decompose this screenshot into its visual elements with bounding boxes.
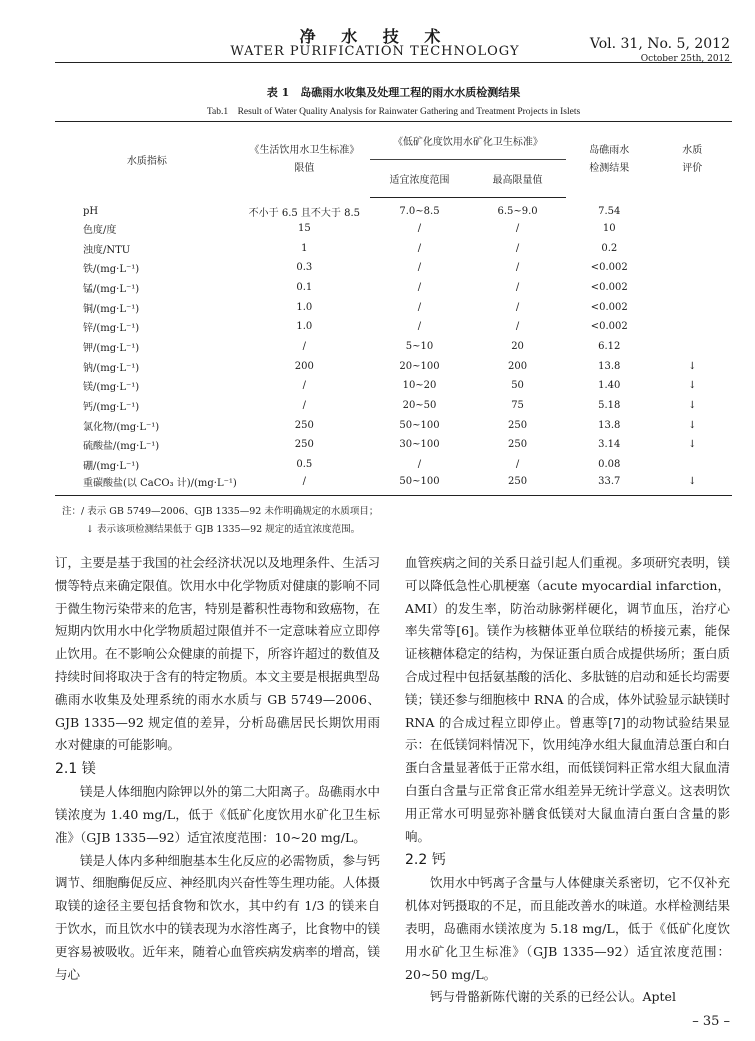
cell-evaluation: ↓ bbox=[653, 474, 732, 496]
cell-param: 氯化物/(mg·L⁻¹) bbox=[83, 421, 160, 433]
cell-gb-limit: / bbox=[239, 474, 370, 496]
cell-max-limit: / bbox=[515, 321, 520, 333]
section-heading-magnesium: 2.1 镁 bbox=[55, 761, 96, 778]
cell-param: 铁/(mg·L⁻¹) bbox=[83, 264, 140, 276]
table-row bbox=[55, 376, 732, 396]
header-result: 岛礁雨水检测结果 bbox=[566, 122, 653, 198]
cell-gb-limit: 250 bbox=[294, 419, 314, 431]
journal-title-en: WATER PURIFICATION TECHNOLOGY bbox=[230, 44, 520, 59]
cell-result: <0.002 bbox=[590, 281, 628, 293]
body-column-right bbox=[405, 552, 730, 1009]
cell-gb-limit: 1.0 bbox=[296, 321, 313, 333]
paragraph: 饮用水中钙离子含量与人体健康关系密切，它不仅补充机体对钙摄取的不足，而且能改善水的味道。水样检测结果表明，岛礁雨水镁浓度为 5.18 mg/L，低于《低矿化度饮用水矿化卫生标准》（GJB 1335—92）适宜浓度范围：20~50 mg/L。 bbox=[405, 875, 731, 982]
cell-suitable-range: 50~100 bbox=[399, 419, 440, 431]
header-gjb-group: 《低矿化度饮用水矿化卫生标准》 bbox=[370, 122, 566, 160]
cell-max-limit: 6.5~9.0 bbox=[497, 205, 538, 217]
table-note: 注：/ 表示 GB 5749—2006、GJB 1335—92 未作明确规定的水质项目； bbox=[62, 506, 379, 517]
cell-param: 重碳酸盐(以 CaCO₃ 计)/(mg·L⁻¹) bbox=[55, 474, 239, 496]
cell-result: 7.54 bbox=[598, 205, 621, 217]
cell-evaluation: ↓ bbox=[688, 400, 697, 412]
paragraph: 订，主要是基于我国的社会经济状况以及地理条件、生活习惯等特点来确定限值。饮用水中化学物质对健康的影响不同于微生物污染带来的危害，特别是蓄积性毒物和致癌物，在短期内饮用水中化学物质超过限值并不一定意味着应立即停止饮用。在不影响公众健康的前提下，所容许超过的数值及持续时间将取决于含有的特定物质。本文主要是根据典型岛礁雨水收集及处理系统的雨水水质与 GB 5749—2006、GJB 1335—92 规定值的差异，分析岛礁居民长期饮用雨水对健康的可能影响。 bbox=[55, 555, 381, 753]
cell-result: 33.7 bbox=[566, 474, 653, 496]
cell-evaluation bbox=[653, 317, 732, 337]
table-row bbox=[55, 297, 732, 317]
cell-param: 锌/(mg·L⁻¹) bbox=[83, 323, 140, 335]
cell-param: 铜/(mg·L⁻¹) bbox=[83, 303, 140, 315]
table-caption-cn: 表 1 岛礁雨水收集及处理工程的雨水水质检测结果 bbox=[266, 86, 521, 99]
cell-suitable-range: / bbox=[417, 321, 422, 333]
cell-max-limit: / bbox=[515, 459, 520, 471]
cell-max-limit: 50 bbox=[511, 380, 524, 392]
cell-suitable-range: / bbox=[417, 222, 422, 234]
cell-result: 1.40 bbox=[598, 380, 621, 392]
cell-suitable-range: / bbox=[417, 281, 422, 293]
cell-gb-limit: 不小于 6.5 且不大于 8.5 bbox=[248, 207, 360, 219]
cell-result: 3.14 bbox=[598, 439, 621, 451]
cell-suitable-range: 5~10 bbox=[405, 340, 434, 352]
cell-param: 浊度/NTU bbox=[83, 244, 131, 256]
cell-suitable-range: 7.0~8.5 bbox=[399, 205, 440, 217]
table-row bbox=[55, 356, 732, 376]
cell-evaluation: ↓ bbox=[688, 439, 697, 451]
cell-evaluation bbox=[653, 455, 732, 475]
cell-param: 钠/(mg·L⁻¹) bbox=[83, 362, 140, 374]
cell-param: 钙/(mg·L⁻¹) bbox=[83, 402, 140, 414]
cell-evaluation bbox=[653, 337, 732, 357]
cell-param: 硼/(mg·L⁻¹) bbox=[83, 461, 140, 473]
cell-result: <0.002 bbox=[590, 301, 628, 313]
cell-suitable-range: 20~50 bbox=[402, 400, 437, 412]
cell-result: 0.2 bbox=[601, 242, 618, 254]
table-row bbox=[55, 258, 732, 278]
cell-gb-limit: 15 bbox=[297, 222, 311, 234]
table-notes bbox=[62, 503, 722, 539]
cell-param: 钾/(mg·L⁻¹) bbox=[83, 342, 140, 354]
table-body bbox=[55, 198, 732, 496]
cell-gb-limit: 1.0 bbox=[296, 301, 313, 313]
cell-max-limit: 250 bbox=[508, 439, 528, 451]
cell-param: 锰/(mg·L⁻¹) bbox=[83, 283, 140, 295]
cell-result: <0.002 bbox=[590, 321, 628, 333]
cell-evaluation bbox=[653, 258, 732, 278]
body-column-left bbox=[55, 552, 380, 986]
cell-result: 5.18 bbox=[598, 400, 621, 412]
paragraph: 镁是人体细胞内除钾以外的第二大阳离子。岛礁雨水中镁浓度为 1.40 mg/L，低于《低矿化度饮用水矿化卫生标准》（GJB 1335—92）适宜浓度范围：10~20 mg/L。 bbox=[55, 784, 381, 845]
cell-max-limit: / bbox=[515, 301, 520, 313]
cell-result: <0.002 bbox=[590, 262, 628, 274]
cell-max-limit: 75 bbox=[511, 400, 524, 412]
table-row bbox=[55, 278, 732, 298]
cell-evaluation bbox=[653, 219, 732, 239]
cell-suitable-range: / bbox=[417, 242, 422, 254]
paragraph: 钙与骨骼新陈代谢的关系的已经公认。Aptel bbox=[430, 989, 676, 1005]
table-caption-en: Tab.1 Result of Water Quality Analysis for Rainwater Gathering and Treatment Projects in Islets bbox=[206, 107, 581, 117]
cell-suitable-range: 10~20 bbox=[402, 380, 437, 392]
cell-gb-limit: 250 bbox=[294, 439, 314, 451]
section-heading-calcium: 2.2 钙 bbox=[405, 852, 446, 869]
cell-param: 硫酸盐/(mg·L⁻¹) bbox=[83, 441, 160, 453]
cell-max-limit: / bbox=[515, 222, 520, 234]
cell-param: pH bbox=[83, 205, 99, 217]
cell-gb-limit: / bbox=[302, 400, 307, 412]
paragraph: 血管疾病之间的关系日益引起人们重视。多项研究表明，镁可以降低急性心肌梗塞（acute myocardial infarction，AMI）的发生率，防治动脉粥样硬化，调节血压，治疗心率失常等[6]。镁作为核糖体亚单位联结的桥接元素，能保证核糖体稳定的结构，为保证蛋白质合成提供场所；蛋白质合成过程中包括氨基酸的活化、多肽链的启动和延长均需要镁；镁还参与细胞核中 RNA 的合成，体外试验显示缺镁时RNA 的合成过程立即停止。曾惠等[7]的动物试验结果显示：在低镁饲料情况下，饮用纯净水组大鼠血清总蛋白和白蛋白含量显著低于正常水组，而低镁饲料正常水组大鼠血清白蛋白含量与正常食正常水组差异无统计学意义。这表明饮用正常水可明显弥补膳食低镁对大鼠血清白蛋白含量的影响。 bbox=[405, 555, 731, 844]
table-row bbox=[55, 198, 732, 219]
table-row bbox=[55, 219, 732, 239]
water-quality-table bbox=[55, 121, 732, 496]
header-eval: 水质评价 bbox=[653, 122, 732, 198]
header-gjb-max: 最高限量值 bbox=[469, 160, 566, 198]
volume-info: Vol. 31, No. 5, 2012 bbox=[589, 36, 730, 52]
table-row bbox=[55, 317, 732, 337]
cell-evaluation bbox=[653, 278, 732, 298]
cell-gb-limit: / bbox=[302, 340, 307, 352]
table-note: ↓ 表示该项检测结果低于 GJB 1335—92 规定的适宜浓度范围。 bbox=[86, 524, 361, 535]
cell-result: 10 bbox=[602, 222, 616, 234]
cell-evaluation: ↓ bbox=[688, 380, 697, 392]
cell-suitable-range: / bbox=[417, 301, 422, 313]
cell-gb-limit: 1 bbox=[301, 242, 308, 254]
cell-max-limit: / bbox=[515, 262, 520, 274]
cell-evaluation: ↓ bbox=[688, 360, 697, 372]
table-row bbox=[55, 337, 732, 357]
cell-evaluation bbox=[653, 198, 732, 219]
header-gjb-suitable: 适宜浓度范围 bbox=[370, 160, 469, 198]
cell-gb-limit: 200 bbox=[294, 360, 314, 372]
cell-evaluation: ↓ bbox=[688, 419, 697, 431]
header-rule bbox=[55, 62, 732, 63]
table-row bbox=[55, 474, 732, 496]
table-row bbox=[55, 435, 732, 455]
cell-suitable-range: 50~100 bbox=[370, 474, 469, 496]
cell-suitable-range: / bbox=[417, 262, 422, 274]
cell-param: 色度/度 bbox=[83, 224, 117, 236]
page-number: – 35 – bbox=[692, 1014, 730, 1029]
header-param: 水质指标 bbox=[55, 122, 239, 198]
cell-param: 镁/(mg·L⁻¹) bbox=[83, 382, 140, 394]
cell-result: 0.08 bbox=[598, 459, 621, 471]
cell-max-limit: 200 bbox=[508, 360, 528, 372]
cell-suitable-range: 30~100 bbox=[399, 439, 440, 451]
cell-gb-limit: 0.1 bbox=[296, 281, 313, 293]
cell-max-limit: 20 bbox=[511, 340, 524, 352]
issue-date: October 25th, 2012 bbox=[640, 54, 730, 64]
cell-max-limit: / bbox=[515, 281, 520, 293]
cell-evaluation bbox=[653, 238, 732, 258]
cell-max-limit: 250 bbox=[469, 474, 566, 496]
table-row bbox=[55, 415, 732, 435]
cell-gb-limit: 0.5 bbox=[296, 459, 313, 471]
table-row bbox=[55, 455, 732, 475]
cell-gb-limit: / bbox=[302, 380, 307, 392]
header-gb-limit: 《生活饮用水卫生标准》限值 bbox=[239, 122, 370, 198]
cell-result: 6.12 bbox=[598, 340, 621, 352]
cell-evaluation bbox=[653, 297, 732, 317]
cell-suitable-range: / bbox=[417, 459, 422, 471]
table-row bbox=[55, 396, 732, 416]
table-row bbox=[55, 238, 732, 258]
cell-result: 13.8 bbox=[598, 360, 621, 372]
cell-result: 13.8 bbox=[598, 419, 621, 431]
cell-max-limit: 250 bbox=[508, 419, 528, 431]
cell-gb-limit: 0.3 bbox=[296, 262, 313, 274]
cell-max-limit: / bbox=[515, 242, 520, 254]
journal-title-cn: 净 水 技 术 bbox=[299, 27, 451, 46]
cell-suitable-range: 20~100 bbox=[399, 360, 440, 372]
paragraph: 镁是人体内多种细胞基本生化反应的必需物质，参与钙调节、细胞酶促反应、神经肌肉兴奋性等生理功能。人体摄取镁的途径主要包括食物和饮水，其中约有 1/3 的镁来自于饮水，而且饮水中的镁表现为水溶性离子，比食物中的镁更容易被吸收。近年来，随着心血管疾病发病率的增高，镁与心 bbox=[55, 852, 381, 982]
